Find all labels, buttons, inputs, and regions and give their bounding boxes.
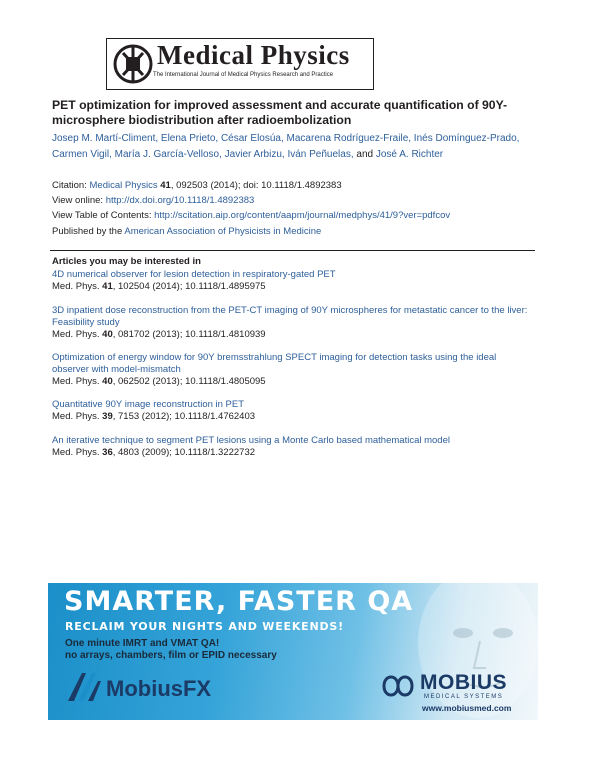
citation-line [52, 180, 342, 192]
journal-tagline: The International Journal of Medical Physics Research and Practice [153, 72, 334, 78]
author-links-line2[interactable]: Carmen Vigil, María J. García-Velloso, Javier Arbizu, Iván Peñuelas, [52, 148, 354, 160]
author-and: and [353, 148, 376, 160]
related-article [52, 399, 532, 423]
author-link-last[interactable]: José A. Richter [375, 148, 444, 160]
mobiusfx-logo-icon [66, 671, 102, 703]
ad-company-subtitle: MEDICAL SYSTEMS [424, 694, 504, 700]
related-article [52, 352, 532, 388]
related-article-citation [52, 447, 532, 459]
advertisement-banner[interactable] [48, 583, 538, 720]
ad-url[interactable]: www.mobiusmed.com [422, 703, 512, 713]
ad-product-name: MobiusFX [106, 676, 212, 701]
related-article-title-link[interactable]: Optimization of energy window for 90Y bremsstrahlung SPECT imaging for detection tasks using the ideal observer with model-mismatch [52, 352, 497, 375]
author-list [52, 131, 532, 162]
related-article-title-link[interactable]: Quantitative 90Y image reconstruction in PET [52, 399, 245, 410]
related-rest: , 7153 (2012); 10.1118/1.4762403 [112, 411, 256, 422]
ad-tagline-2: no arrays, chambers, film or EPID necessary [65, 650, 277, 661]
related-article-title-link[interactable]: An iterative technique to segment PET lesions using a Monte Carlo based mathematical model [52, 435, 450, 446]
related-rest: , 102504 (2014); 10.1118/1.4895975 [112, 281, 266, 292]
related-article [52, 435, 532, 459]
related-rest: , 081702 (2013); 10.1118/1.4810939 [112, 329, 266, 340]
related-volume: 36 [102, 447, 113, 458]
related-journal: Med. Phys. [52, 281, 103, 292]
journal-title: Medical Physics [157, 40, 350, 70]
journal-logo-banner[interactable] [106, 38, 374, 90]
toc-line [52, 210, 450, 222]
section-divider [50, 250, 535, 251]
journal-emblem-icon [113, 43, 153, 85]
related-volume: 41 [102, 281, 113, 292]
related-article-title-link[interactable]: 4D numerical observer for lesion detection in respiratory-gated PET [52, 269, 336, 280]
related-journal: Med. Phys. [52, 447, 103, 458]
citation-volume: 41 [160, 180, 171, 191]
publisher-link[interactable]: American Association of Physicists in Medicine [124, 226, 322, 237]
toc-link[interactable]: http://scitation.aip.org/content/aapm/journal/medphys/41/9?ver=pdfcov [154, 210, 451, 221]
mobius-logo-icon [380, 669, 416, 703]
related-volume: 40 [102, 329, 113, 340]
citation-journal-link[interactable]: Medical Physics [89, 180, 158, 191]
article-title: PET optimization for improved assessment and accurate quantification of 90Y-microsphere biodistribution after radioembolization [52, 98, 508, 127]
related-article-citation [52, 376, 532, 388]
related-article [52, 305, 532, 341]
related-article-title-link[interactable]: 3D inpatient dose reconstruction from the PET-CT imaging of 90Y microspheres for metastatic cancer to the liver: Feasibility study [52, 305, 528, 328]
view-online-label: View online: [52, 195, 106, 206]
related-article-citation [52, 411, 532, 423]
related-articles-heading: Articles you may be interested in [52, 256, 201, 267]
related-rest: , 4803 (2009); 10.1118/1.3222732 [112, 447, 256, 458]
related-article-citation [52, 281, 532, 293]
related-journal: Med. Phys. [52, 329, 103, 340]
ad-subhead: RECLAIM YOUR NIGHTS AND WEEKENDS! [65, 620, 344, 633]
citation-rest: , 092503 (2014); doi: 10.1118/1.4892383 [170, 180, 342, 191]
author-links-line1[interactable]: Josep M. Martí-Climent, Elena Prieto, César Elosúa, Macarena Rodríguez-Fraile, Inés Domínguez-Prado, [52, 133, 520, 144]
related-article [52, 269, 532, 293]
published-label: Published by the [52, 226, 125, 237]
view-online-line [52, 195, 254, 207]
ad-tagline-1: One minute IMRT and VMAT QA! [65, 638, 220, 649]
related-rest: , 062502 (2013); 10.1118/1.4805095 [112, 376, 266, 387]
citation-label: Citation: [52, 180, 90, 191]
related-article-citation [52, 329, 532, 341]
related-journal: Med. Phys. [52, 411, 103, 422]
ad-company-name: MOBIUS [420, 671, 507, 694]
related-volume: 40 [102, 376, 113, 387]
related-volume: 39 [102, 411, 113, 422]
ad-headline: SMARTER, FASTER QA [64, 586, 414, 617]
related-journal: Med. Phys. [52, 376, 103, 387]
published-line [52, 226, 321, 238]
toc-label: View Table of Contents: [52, 210, 155, 221]
view-online-link[interactable]: http://dx.doi.org/10.1118/1.4892383 [105, 195, 255, 206]
